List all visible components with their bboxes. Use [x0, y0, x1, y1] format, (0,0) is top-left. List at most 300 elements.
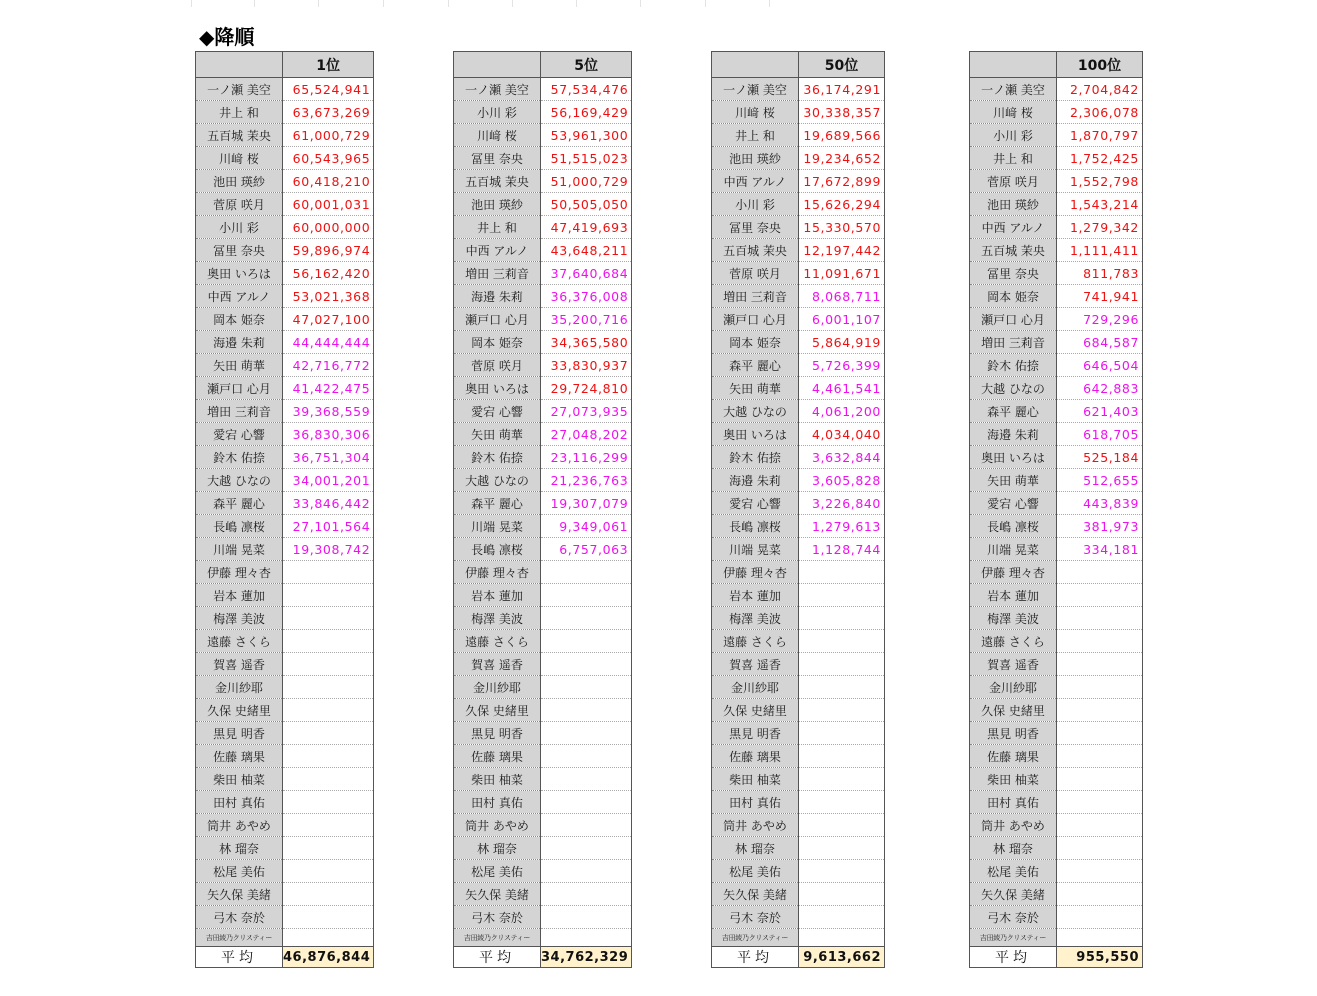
sales-value-cell[interactable] — [283, 791, 374, 814]
sales-value-cell[interactable]: 642,883 — [1057, 377, 1143, 400]
member-name-cell[interactable]: 瀬戸口 心月 — [712, 308, 799, 331]
sales-value-cell[interactable] — [799, 584, 885, 607]
sales-value-cell[interactable]: 729,296 — [1057, 308, 1143, 331]
sales-value-cell[interactable]: 525,184 — [1057, 446, 1143, 469]
member-name-cell[interactable]: 田村 真佑 — [970, 791, 1057, 814]
sales-value-cell[interactable] — [541, 814, 632, 837]
member-name-cell[interactable]: 久保 史緒里 — [970, 699, 1057, 722]
sales-value-cell[interactable] — [283, 653, 374, 676]
member-name-cell[interactable]: 鈴木 佑捺 — [454, 446, 541, 469]
member-name-cell[interactable]: 池田 瑛紗 — [454, 193, 541, 216]
member-name-cell[interactable]: 金川紗耶 — [196, 676, 283, 699]
member-name-cell[interactable]: 筒井 あやめ — [712, 814, 799, 837]
member-name-cell[interactable]: 冨里 奈央 — [196, 239, 283, 262]
header-rank-cell[interactable]: 5位 — [541, 52, 632, 78]
member-name-cell[interactable]: 井上 和 — [196, 101, 283, 124]
sales-value-cell[interactable] — [799, 906, 885, 929]
sales-value-cell[interactable]: 57,534,476 — [541, 78, 632, 101]
sales-value-cell[interactable]: 36,830,306 — [283, 423, 374, 446]
sales-value-cell[interactable]: 34,001,201 — [283, 469, 374, 492]
member-name-cell[interactable]: 増田 三莉音 — [712, 285, 799, 308]
member-name-cell[interactable]: 長嶋 凛桜 — [712, 515, 799, 538]
sales-value-cell[interactable]: 3,226,840 — [799, 492, 885, 515]
member-name-cell[interactable]: 池田 瑛紗 — [712, 147, 799, 170]
sales-value-cell[interactable]: 27,073,935 — [541, 400, 632, 423]
member-name-cell[interactable]: 矢久保 美緒 — [712, 883, 799, 906]
sales-value-cell[interactable] — [541, 630, 632, 653]
sales-value-cell[interactable]: 61,000,729 — [283, 124, 374, 147]
sales-value-cell[interactable]: 56,162,420 — [283, 262, 374, 285]
member-name-cell[interactable]: 愛宕 心響 — [712, 492, 799, 515]
member-name-cell[interactable]: 森平 麗心 — [712, 354, 799, 377]
member-name-cell[interactable]: 黒見 明香 — [454, 722, 541, 745]
sales-value-cell[interactable]: 60,000,000 — [283, 216, 374, 239]
sales-value-cell[interactable]: 1,128,744 — [799, 538, 885, 561]
sales-value-cell[interactable]: 60,418,210 — [283, 170, 374, 193]
member-name-cell[interactable]: 岩本 蓮加 — [970, 584, 1057, 607]
member-name-cell[interactable]: 梅澤 美波 — [712, 607, 799, 630]
member-name-cell[interactable]: 中西 アルノ — [712, 170, 799, 193]
sales-value-cell[interactable]: 47,419,693 — [541, 216, 632, 239]
sales-value-cell[interactable]: 60,001,031 — [283, 193, 374, 216]
member-name-cell[interactable]: 梅澤 美波 — [454, 607, 541, 630]
sales-value-cell[interactable] — [283, 929, 374, 947]
sales-value-cell[interactable]: 21,236,763 — [541, 469, 632, 492]
sales-value-cell[interactable] — [1057, 768, 1143, 791]
member-name-cell[interactable]: 長嶋 凛桜 — [196, 515, 283, 538]
sales-value-cell[interactable] — [283, 814, 374, 837]
sales-value-cell[interactable]: 53,961,300 — [541, 124, 632, 147]
sales-value-cell[interactable]: 23,116,299 — [541, 446, 632, 469]
member-name-cell[interactable]: 鈴木 佑捺 — [712, 446, 799, 469]
average-label[interactable]: 平均 — [454, 947, 541, 968]
sales-value-cell[interactable] — [1057, 561, 1143, 584]
sales-value-cell[interactable]: 512,655 — [1057, 469, 1143, 492]
member-name-cell[interactable]: 久保 史緒里 — [454, 699, 541, 722]
sales-value-cell[interactable]: 4,461,541 — [799, 377, 885, 400]
member-name-cell[interactable]: 弓木 奈於 — [196, 906, 283, 929]
sales-value-cell[interactable] — [283, 676, 374, 699]
member-name-cell[interactable]: 岡本 姫奈 — [970, 285, 1057, 308]
sales-value-cell[interactable]: 30,338,357 — [799, 101, 885, 124]
sales-value-cell[interactable]: 684,587 — [1057, 331, 1143, 354]
sales-value-cell[interactable] — [799, 653, 885, 676]
member-name-cell[interactable]: 森平 麗心 — [196, 492, 283, 515]
member-name-cell[interactable]: 伊藤 理々杏 — [712, 561, 799, 584]
sales-value-cell[interactable] — [799, 630, 885, 653]
sales-value-cell[interactable] — [283, 607, 374, 630]
sales-value-cell[interactable]: 51,000,729 — [541, 170, 632, 193]
sales-value-cell[interactable] — [541, 584, 632, 607]
member-name-cell[interactable]: 菅原 咲月 — [454, 354, 541, 377]
member-name-cell[interactable]: 大越 ひなの — [970, 377, 1057, 400]
sales-value-cell[interactable]: 51,515,023 — [541, 147, 632, 170]
sales-value-cell[interactable]: 6,757,063 — [541, 538, 632, 561]
member-name-cell[interactable]: 賀喜 遥香 — [196, 653, 283, 676]
sales-value-cell[interactable]: 56,169,429 — [541, 101, 632, 124]
member-name-cell[interactable]: 林 瑠奈 — [712, 837, 799, 860]
member-name-cell[interactable]: 愛宕 心響 — [454, 400, 541, 423]
member-name-cell[interactable]: 冨里 奈央 — [970, 262, 1057, 285]
member-name-cell[interactable]: 中西 アルノ — [454, 239, 541, 262]
sales-value-cell[interactable]: 41,422,475 — [283, 377, 374, 400]
sales-value-cell[interactable] — [283, 883, 374, 906]
sales-value-cell[interactable] — [1057, 607, 1143, 630]
member-name-cell[interactable]: 柴田 柚菜 — [970, 768, 1057, 791]
member-name-cell[interactable]: 一ノ瀬 美空 — [712, 78, 799, 101]
header-rank-cell[interactable]: 100位 — [1057, 52, 1143, 78]
member-name-cell[interactable]: 井上 和 — [712, 124, 799, 147]
sales-value-cell[interactable]: 3,632,844 — [799, 446, 885, 469]
member-name-cell[interactable]: 筒井 あやめ — [454, 814, 541, 837]
sales-value-cell[interactable]: 1,552,798 — [1057, 170, 1143, 193]
member-name-cell[interactable]: 森平 麗心 — [970, 400, 1057, 423]
sales-value-cell[interactable]: 19,307,079 — [541, 492, 632, 515]
sales-value-cell[interactable] — [283, 561, 374, 584]
sales-value-cell[interactable]: 6,001,107 — [799, 308, 885, 331]
member-name-cell[interactable]: 池田 瑛紗 — [196, 170, 283, 193]
member-name-cell[interactable]: 矢久保 美緒 — [454, 883, 541, 906]
member-name-cell[interactable]: 伊藤 理々杏 — [196, 561, 283, 584]
sales-value-cell[interactable] — [541, 883, 632, 906]
member-name-cell[interactable]: 遠藤 さくら — [712, 630, 799, 653]
member-name-cell[interactable]: 瀬戸口 心月 — [970, 308, 1057, 331]
member-name-cell[interactable]: 松尾 美佑 — [712, 860, 799, 883]
sales-value-cell[interactable] — [1057, 814, 1143, 837]
sales-value-cell[interactable] — [541, 745, 632, 768]
member-name-cell[interactable]: 田村 真佑 — [712, 791, 799, 814]
member-name-cell[interactable]: 矢久保 美緒 — [196, 883, 283, 906]
sales-value-cell[interactable] — [799, 929, 885, 947]
member-name-cell[interactable]: 海邉 朱莉 — [454, 285, 541, 308]
sales-value-cell[interactable] — [541, 676, 632, 699]
sales-value-cell[interactable] — [799, 768, 885, 791]
member-name-cell[interactable]: 小川 彩 — [196, 216, 283, 239]
member-name-cell[interactable]: 遠藤 さくら — [970, 630, 1057, 653]
sales-value-cell[interactable]: 9,349,061 — [541, 515, 632, 538]
member-name-cell[interactable]: 増田 三莉音 — [970, 331, 1057, 354]
sales-value-cell[interactable]: 334,181 — [1057, 538, 1143, 561]
sales-value-cell[interactable]: 1,279,613 — [799, 515, 885, 538]
member-name-cell[interactable]: 大越 ひなの — [712, 400, 799, 423]
header-blank-cell[interactable] — [196, 52, 283, 78]
member-name-cell[interactable]: 遠藤 さくら — [196, 630, 283, 653]
member-name-cell[interactable]: 川端 晃菜 — [454, 515, 541, 538]
member-name-cell[interactable]: 矢田 萌華 — [196, 354, 283, 377]
sales-value-cell[interactable] — [283, 584, 374, 607]
member-name-cell[interactable]: 菅原 咲月 — [970, 170, 1057, 193]
sales-value-cell[interactable]: 741,941 — [1057, 285, 1143, 308]
sales-value-cell[interactable]: 60,543,965 — [283, 147, 374, 170]
sales-value-cell[interactable] — [541, 929, 632, 947]
member-name-cell[interactable]: 伊藤 理々杏 — [970, 561, 1057, 584]
sales-value-cell[interactable] — [799, 676, 885, 699]
member-name-cell[interactable]: 吉田綾乃クリスティー — [712, 929, 799, 947]
sales-value-cell[interactable]: 1,111,411 — [1057, 239, 1143, 262]
sales-value-cell[interactable]: 2,704,842 — [1057, 78, 1143, 101]
member-name-cell[interactable]: 松尾 美佑 — [454, 860, 541, 883]
sales-value-cell[interactable]: 50,505,050 — [541, 193, 632, 216]
member-name-cell[interactable]: 岩本 蓮加 — [454, 584, 541, 607]
member-name-cell[interactable]: 金川紗耶 — [970, 676, 1057, 699]
sales-value-cell[interactable]: 621,403 — [1057, 400, 1143, 423]
sales-value-cell[interactable]: 36,751,304 — [283, 446, 374, 469]
sales-value-cell[interactable]: 1,279,342 — [1057, 216, 1143, 239]
sales-value-cell[interactable]: 35,200,716 — [541, 308, 632, 331]
member-name-cell[interactable]: 岩本 蓮加 — [712, 584, 799, 607]
sales-value-cell[interactable] — [799, 722, 885, 745]
member-name-cell[interactable]: 五百城 茉央 — [712, 239, 799, 262]
member-name-cell[interactable]: 川﨑 桜 — [712, 101, 799, 124]
sales-value-cell[interactable]: 36,174,291 — [799, 78, 885, 101]
member-name-cell[interactable]: 川端 晃菜 — [970, 538, 1057, 561]
member-name-cell[interactable]: 瀬戸口 心月 — [454, 308, 541, 331]
sales-value-cell[interactable]: 39,368,559 — [283, 400, 374, 423]
member-name-cell[interactable]: 愛宕 心響 — [196, 423, 283, 446]
sales-value-cell[interactable] — [1057, 791, 1143, 814]
member-name-cell[interactable]: 川端 晃菜 — [196, 538, 283, 561]
member-name-cell[interactable]: 吉田綾乃クリスティー — [196, 929, 283, 947]
average-value-cell[interactable]: 9,613,662 — [799, 947, 885, 968]
average-label[interactable]: 平均 — [196, 947, 283, 968]
sales-value-cell[interactable] — [541, 653, 632, 676]
member-name-cell[interactable]: 黒見 明香 — [712, 722, 799, 745]
sales-value-cell[interactable]: 17,672,899 — [799, 170, 885, 193]
average-value-cell[interactable]: 46,876,844 — [283, 947, 374, 968]
member-name-cell[interactable]: 一ノ瀬 美空 — [970, 78, 1057, 101]
sales-value-cell[interactable] — [799, 745, 885, 768]
member-name-cell[interactable]: 川端 晃菜 — [712, 538, 799, 561]
sales-value-cell[interactable] — [541, 791, 632, 814]
member-name-cell[interactable]: 柴田 柚菜 — [454, 768, 541, 791]
sales-value-cell[interactable] — [1057, 653, 1143, 676]
header-blank-cell[interactable] — [454, 52, 541, 78]
member-name-cell[interactable]: 伊藤 理々杏 — [454, 561, 541, 584]
sales-value-cell[interactable] — [1057, 584, 1143, 607]
member-name-cell[interactable]: 奥田 いろは — [970, 446, 1057, 469]
member-name-cell[interactable]: 中西 アルノ — [196, 285, 283, 308]
member-name-cell[interactable]: 奥田 いろは — [454, 377, 541, 400]
member-name-cell[interactable]: 海邉 朱莉 — [196, 331, 283, 354]
sales-value-cell[interactable]: 34,365,580 — [541, 331, 632, 354]
member-name-cell[interactable]: 小川 彩 — [712, 193, 799, 216]
member-name-cell[interactable]: 林 瑠奈 — [454, 837, 541, 860]
member-name-cell[interactable]: 吉田綾乃クリスティー — [970, 929, 1057, 947]
member-name-cell[interactable]: 矢田 萌華 — [970, 469, 1057, 492]
member-name-cell[interactable]: 弓木 奈於 — [970, 906, 1057, 929]
member-name-cell[interactable]: 賀喜 遥香 — [454, 653, 541, 676]
sales-value-cell[interactable]: 36,376,008 — [541, 285, 632, 308]
sales-value-cell[interactable]: 19,689,566 — [799, 124, 885, 147]
sales-value-cell[interactable] — [1057, 676, 1143, 699]
sales-value-cell[interactable] — [283, 906, 374, 929]
sales-value-cell[interactable] — [283, 722, 374, 745]
sales-value-cell[interactable] — [1057, 745, 1143, 768]
sales-value-cell[interactable] — [799, 860, 885, 883]
member-name-cell[interactable]: 賀喜 遥香 — [970, 653, 1057, 676]
sales-value-cell[interactable] — [541, 860, 632, 883]
sales-value-cell[interactable] — [799, 561, 885, 584]
member-name-cell[interactable]: 奥田 いろは — [196, 262, 283, 285]
member-name-cell[interactable]: 川﨑 桜 — [196, 147, 283, 170]
sales-value-cell[interactable]: 43,648,211 — [541, 239, 632, 262]
sales-value-cell[interactable]: 1,752,425 — [1057, 147, 1143, 170]
member-name-cell[interactable]: 五百城 茉央 — [196, 124, 283, 147]
sales-value-cell[interactable]: 5,726,399 — [799, 354, 885, 377]
sales-value-cell[interactable] — [1057, 883, 1143, 906]
sales-value-cell[interactable] — [1057, 837, 1143, 860]
member-name-cell[interactable]: 矢田 萌華 — [454, 423, 541, 446]
member-name-cell[interactable]: 愛宕 心響 — [970, 492, 1057, 515]
member-name-cell[interactable]: 川﨑 桜 — [970, 101, 1057, 124]
sales-value-cell[interactable] — [541, 561, 632, 584]
sales-value-cell[interactable]: 4,061,200 — [799, 400, 885, 423]
header-blank-cell[interactable] — [970, 52, 1057, 78]
sales-value-cell[interactable]: 5,864,919 — [799, 331, 885, 354]
member-name-cell[interactable]: 岩本 蓮加 — [196, 584, 283, 607]
member-name-cell[interactable]: 矢田 萌華 — [712, 377, 799, 400]
member-name-cell[interactable]: 瀬戸口 心月 — [196, 377, 283, 400]
sales-value-cell[interactable]: 19,308,742 — [283, 538, 374, 561]
member-name-cell[interactable]: 冨里 奈央 — [712, 216, 799, 239]
sales-value-cell[interactable]: 33,830,937 — [541, 354, 632, 377]
sales-value-cell[interactable] — [541, 837, 632, 860]
sales-value-cell[interactable] — [283, 768, 374, 791]
sales-value-cell[interactable]: 811,783 — [1057, 262, 1143, 285]
sales-value-cell[interactable]: 2,306,078 — [1057, 101, 1143, 124]
member-name-cell[interactable]: 増田 三莉音 — [454, 262, 541, 285]
sales-value-cell[interactable]: 443,839 — [1057, 492, 1143, 515]
member-name-cell[interactable]: 遠藤 さくら — [454, 630, 541, 653]
sales-value-cell[interactable] — [1057, 906, 1143, 929]
sales-value-cell[interactable] — [541, 768, 632, 791]
sales-value-cell[interactable]: 29,724,810 — [541, 377, 632, 400]
member-name-cell[interactable]: 佐藤 璃果 — [196, 745, 283, 768]
sales-value-cell[interactable] — [541, 906, 632, 929]
sales-value-cell[interactable] — [283, 837, 374, 860]
member-name-cell[interactable]: 久保 史緒里 — [712, 699, 799, 722]
member-name-cell[interactable]: 岡本 姫奈 — [196, 308, 283, 331]
sales-value-cell[interactable] — [283, 699, 374, 722]
sales-value-cell[interactable]: 59,896,974 — [283, 239, 374, 262]
member-name-cell[interactable]: 井上 和 — [970, 147, 1057, 170]
sales-value-cell[interactable]: 33,846,442 — [283, 492, 374, 515]
member-name-cell[interactable]: 林 瑠奈 — [196, 837, 283, 860]
member-name-cell[interactable]: 小川 彩 — [454, 101, 541, 124]
member-name-cell[interactable]: 森平 麗心 — [454, 492, 541, 515]
sales-value-cell[interactable]: 4,034,040 — [799, 423, 885, 446]
member-name-cell[interactable]: 柴田 柚菜 — [712, 768, 799, 791]
member-name-cell[interactable]: 久保 史緒里 — [196, 699, 283, 722]
member-name-cell[interactable]: 池田 瑛紗 — [970, 193, 1057, 216]
sales-value-cell[interactable]: 63,673,269 — [283, 101, 374, 124]
member-name-cell[interactable]: 岡本 姫奈 — [712, 331, 799, 354]
member-name-cell[interactable]: 奥田 いろは — [712, 423, 799, 446]
sales-value-cell[interactable] — [541, 607, 632, 630]
sales-value-cell[interactable]: 42,716,772 — [283, 354, 374, 377]
sales-value-cell[interactable] — [283, 630, 374, 653]
sales-value-cell[interactable]: 381,973 — [1057, 515, 1143, 538]
average-label[interactable]: 平均 — [712, 947, 799, 968]
member-name-cell[interactable]: 海邉 朱莉 — [970, 423, 1057, 446]
average-value-cell[interactable]: 34,762,329 — [541, 947, 632, 968]
member-name-cell[interactable]: 五百城 茉央 — [970, 239, 1057, 262]
sales-value-cell[interactable] — [1057, 722, 1143, 745]
sales-value-cell[interactable] — [541, 699, 632, 722]
sales-value-cell[interactable]: 44,444,444 — [283, 331, 374, 354]
sales-value-cell[interactable]: 47,027,100 — [283, 308, 374, 331]
member-name-cell[interactable]: 松尾 美佑 — [196, 860, 283, 883]
member-name-cell[interactable]: 菅原 咲月 — [712, 262, 799, 285]
sales-value-cell[interactable] — [283, 745, 374, 768]
member-name-cell[interactable]: 矢久保 美緒 — [970, 883, 1057, 906]
member-name-cell[interactable]: 松尾 美佑 — [970, 860, 1057, 883]
member-name-cell[interactable]: 黒見 明香 — [196, 722, 283, 745]
member-name-cell[interactable]: 菅原 咲月 — [196, 193, 283, 216]
sales-value-cell[interactable] — [283, 860, 374, 883]
sales-value-cell[interactable]: 11,091,671 — [799, 262, 885, 285]
sales-value-cell[interactable] — [1057, 699, 1143, 722]
member-name-cell[interactable]: 長嶋 凛桜 — [970, 515, 1057, 538]
sales-value-cell[interactable]: 646,504 — [1057, 354, 1143, 377]
header-rank-cell[interactable]: 1位 — [283, 52, 374, 78]
member-name-cell[interactable]: 佐藤 璃果 — [712, 745, 799, 768]
member-name-cell[interactable]: 長嶋 凛桜 — [454, 538, 541, 561]
member-name-cell[interactable]: 一ノ瀬 美空 — [454, 78, 541, 101]
sales-value-cell[interactable]: 27,048,202 — [541, 423, 632, 446]
member-name-cell[interactable]: 井上 和 — [454, 216, 541, 239]
member-name-cell[interactable]: 大越 ひなの — [196, 469, 283, 492]
sales-value-cell[interactable] — [799, 837, 885, 860]
sales-value-cell[interactable] — [799, 607, 885, 630]
sales-value-cell[interactable] — [799, 883, 885, 906]
sales-value-cell[interactable]: 53,021,368 — [283, 285, 374, 308]
sales-value-cell[interactable] — [1057, 630, 1143, 653]
member-name-cell[interactable]: 鈴木 佑捺 — [970, 354, 1057, 377]
sales-value-cell[interactable] — [1057, 860, 1143, 883]
member-name-cell[interactable]: 田村 真佑 — [454, 791, 541, 814]
sales-value-cell[interactable] — [799, 699, 885, 722]
sales-value-cell[interactable] — [799, 791, 885, 814]
member-name-cell[interactable]: 筒井 あやめ — [196, 814, 283, 837]
sales-value-cell[interactable]: 37,640,684 — [541, 262, 632, 285]
sales-value-cell[interactable]: 12,197,442 — [799, 239, 885, 262]
member-name-cell[interactable]: 田村 真佑 — [196, 791, 283, 814]
member-name-cell[interactable]: 川﨑 桜 — [454, 124, 541, 147]
sales-value-cell[interactable] — [799, 814, 885, 837]
member-name-cell[interactable]: 柴田 柚菜 — [196, 768, 283, 791]
member-name-cell[interactable]: 筒井 あやめ — [970, 814, 1057, 837]
member-name-cell[interactable]: 黒見 明香 — [970, 722, 1057, 745]
member-name-cell[interactable]: 金川紗耶 — [454, 676, 541, 699]
sales-value-cell[interactable]: 15,626,294 — [799, 193, 885, 216]
member-name-cell[interactable]: 岡本 姫奈 — [454, 331, 541, 354]
average-value-cell[interactable]: 955,550 — [1057, 947, 1143, 968]
member-name-cell[interactable]: 冨里 奈央 — [454, 147, 541, 170]
member-name-cell[interactable]: 佐藤 璃果 — [454, 745, 541, 768]
member-name-cell[interactable]: 林 瑠奈 — [970, 837, 1057, 860]
member-name-cell[interactable]: 五百城 茉央 — [454, 170, 541, 193]
member-name-cell[interactable]: 佐藤 璃果 — [970, 745, 1057, 768]
member-name-cell[interactable]: 吉田綾乃クリスティー — [454, 929, 541, 947]
member-name-cell[interactable]: 梅澤 美波 — [970, 607, 1057, 630]
sales-value-cell[interactable]: 65,524,941 — [283, 78, 374, 101]
sales-value-cell[interactable]: 1,543,214 — [1057, 193, 1143, 216]
member-name-cell[interactable]: 中西 アルノ — [970, 216, 1057, 239]
member-name-cell[interactable]: 一ノ瀬 美空 — [196, 78, 283, 101]
member-name-cell[interactable]: 金川紗耶 — [712, 676, 799, 699]
member-name-cell[interactable]: 弓木 奈於 — [454, 906, 541, 929]
